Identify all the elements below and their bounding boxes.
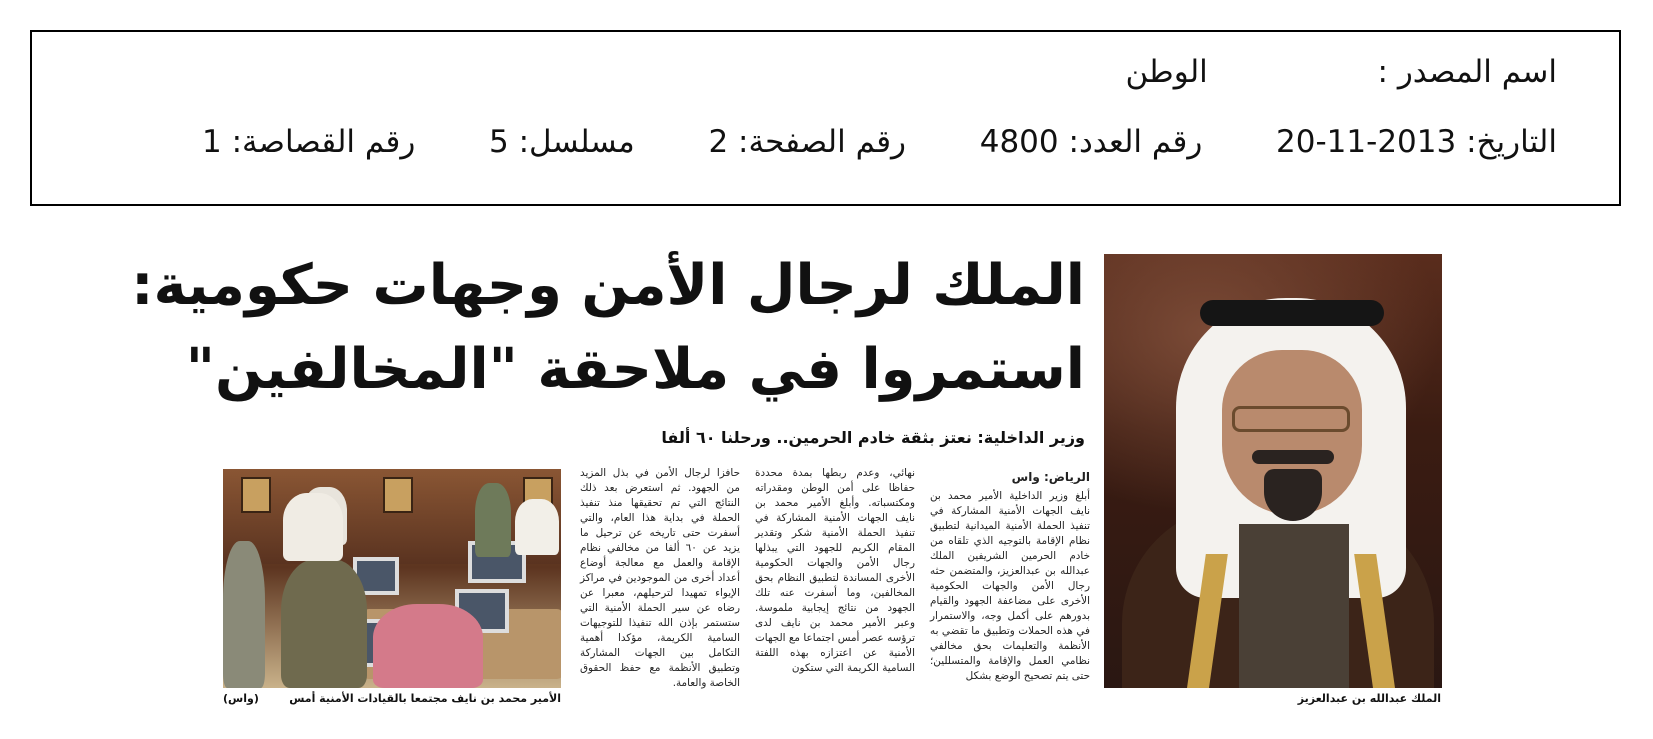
column-2-text: نهائي، وعدم ربطها بمدة محددة حفاظا على أمن الوطن ومقدراته ومكتسباته. وأبلغ الأمير محمد بن نايف الجهات الأمنية المشاركة في تنفيذ الحملة الأمنية شكر وتقدير المقام الكريم للجهود التي يبذلها رجال الأمن والجهات الحكومية الأخرى المساندة لتطبيق النظام بحق المخالفين، وما أسفرت عنه تلك الجهود من نتائج إيجابية ملموسة. وعبر الأمير محمد بن نايف لدى ترؤسه عصر أمس اجتماعا مع الجهات الأمنية عن اعتزازه بهذه اللفتة السامية الكريمة التي ستكون bbox=[755, 467, 915, 674]
article-column-3 bbox=[580, 466, 740, 691]
article-column-1 bbox=[930, 470, 1090, 684]
column-1-text: أبلغ وزير الداخلية الأمير محمد بن نايف الجهات الأمنية المشاركة في تنفيذ الحملة الأمنية الميدانية لتطبيق نظام الإقامة بالتوجيه الذي تلقاه من خادم الحرمين الشريفين الملك عبدالله بن عبدالعزيز، والمتضمن حثه رجال الأمن والجهات الحكومية الأخرى على مضاعفة الجهود والقيام بدورهم على أكمل وجه، والاستمرار في هذه الحملات وتطبيق ما تقضي به الأنظمة والتعليمات بحق مخالفي نظامي العمل والإقامة والمتسللين؛ حتى يتم تصحيح الوضع بشكل bbox=[930, 490, 1090, 682]
source-value: الوطن bbox=[1125, 54, 1208, 90]
issue-label: رقم العدد: bbox=[1068, 124, 1203, 160]
source-line bbox=[1125, 54, 1557, 90]
subheadline: وزير الداخلية: نعتز بثقة خادم الحرمين.. ورحلنا ٦٠ ألفا bbox=[661, 428, 1085, 447]
moustache bbox=[1252, 450, 1334, 464]
dateline: الرياض: واس bbox=[1011, 470, 1090, 484]
glasses bbox=[1232, 406, 1350, 432]
attendee bbox=[281, 559, 367, 688]
date-label: التاريخ: bbox=[1466, 124, 1557, 160]
headline-line-1: الملك لرجال الأمن وجهات حكومية: bbox=[131, 253, 1085, 318]
thobe bbox=[1239, 524, 1349, 688]
king-portrait-photo bbox=[1104, 254, 1442, 688]
column-3-text: حافزا لرجال الأمن في بذل المزيد من الجهود. ثم استعرض بعد ذلك النتائج التي تم تحقيقها منذ تنفيذ الحملة في بداية هذا العام، والتي أسفرت حتى تاريخه عن ترحيل ما يزيد عن ٦٠ ألفا من مخالفي نظام الإقامة والعمل مع معالجة أوضاع أعداد أخرى من الموجودين في مراكز الإيواء تمهيدا لترحيلهم، معبرا عن رضاه عن سير الحملة الأمنية التي ستستمر بإذن الله تنفيذا للتوجيهات السامية الكريمة، مؤكدا أهمية التكامل بين الجهات المشاركة وتطبيق الأنظمة مع حفظ الحقوق الخاصة والعامة. bbox=[580, 467, 740, 689]
attendee bbox=[283, 493, 343, 561]
details-line bbox=[202, 124, 1557, 160]
agal-band bbox=[1200, 300, 1384, 326]
photo-credit: (واس) bbox=[223, 692, 259, 705]
serial-value: 5 bbox=[489, 124, 509, 160]
headline-line-2: استمروا في ملاحقة "المخالفين" bbox=[185, 337, 1085, 402]
attendee bbox=[373, 604, 483, 688]
meeting-photo bbox=[223, 469, 561, 688]
date-value: 2013-11-20 bbox=[1276, 124, 1457, 160]
page-value: 2 bbox=[708, 124, 729, 160]
meeting-caption-text: الأمير محمد بن نايف مجتمعا بالقيادات الأمنية أمس bbox=[289, 692, 561, 705]
article-column-2 bbox=[755, 466, 915, 676]
king-photo-caption: الملك عبدالله بن عبدالعزيز bbox=[1297, 692, 1441, 705]
clip-label: رقم القصاصة: bbox=[231, 124, 416, 160]
page-label: رقم الصفحة: bbox=[738, 124, 907, 160]
serial-label: مسلسل: bbox=[518, 124, 635, 160]
attendee bbox=[223, 541, 265, 688]
clip-value: 1 bbox=[201, 124, 222, 160]
wall-portrait bbox=[383, 477, 413, 513]
wall-portrait bbox=[241, 477, 271, 513]
attendee bbox=[515, 499, 559, 555]
issue-value: 4800 bbox=[979, 124, 1059, 160]
clipping-metadata-box bbox=[30, 30, 1621, 206]
source-label: اسم المصدر : bbox=[1377, 54, 1557, 90]
attendee bbox=[475, 483, 511, 557]
